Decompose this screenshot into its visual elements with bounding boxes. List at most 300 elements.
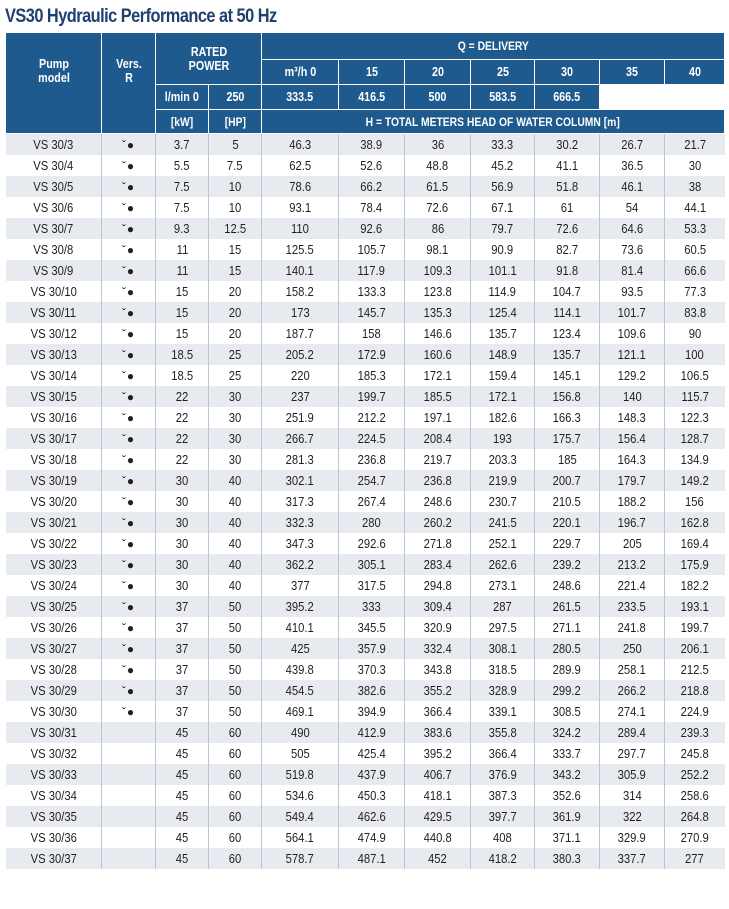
- head-value-cell: 146.6: [405, 323, 471, 344]
- head-value-cell: 362.2: [262, 554, 339, 575]
- version-mark-cell: ˇ●: [102, 323, 156, 344]
- head-value-cell: 418.2: [471, 848, 535, 869]
- head-value-cell: 208.4: [405, 428, 471, 449]
- head-value-cell: 134.9: [665, 449, 725, 470]
- model-cell: VS 30/9: [6, 260, 102, 281]
- version-mark-cell: [102, 848, 156, 869]
- head-value-cell: 425.4: [339, 743, 405, 764]
- head-value-cell: 370.3: [339, 659, 405, 680]
- head-header: H = TOTAL METERS HEAD OF WATER COLUMN [m]: [262, 110, 725, 134]
- power-kw-cell: 15: [156, 323, 209, 344]
- head-value-cell: 395.2: [405, 743, 471, 764]
- head-value-cell: 61: [535, 197, 600, 218]
- power-hp-cell: 25: [209, 365, 262, 386]
- head-value-cell: 205: [600, 533, 665, 554]
- model-cell: VS 30/13: [6, 344, 102, 365]
- head-value-cell: 188.2: [600, 491, 665, 512]
- power-kw-cell: 18.5: [156, 365, 209, 386]
- power-hp-cell: 50: [209, 680, 262, 701]
- power-hp-cell: 25: [209, 344, 262, 365]
- head-value-cell: 302.1: [262, 470, 339, 491]
- head-value-cell: 406.7: [405, 764, 471, 785]
- head-value-cell: 156: [665, 491, 725, 512]
- power-hp-cell: 60: [209, 722, 262, 743]
- table-row: [6, 806, 725, 827]
- head-value-cell: 250: [600, 638, 665, 659]
- head-value-cell: 469.1: [262, 701, 339, 722]
- head-value-cell: 175.9: [665, 554, 725, 575]
- power-hp-cell: 15: [209, 260, 262, 281]
- head-value-cell: 78.6: [262, 176, 339, 197]
- head-value-cell: 219.9: [471, 470, 535, 491]
- head-value-cell: 53.3: [665, 218, 725, 239]
- head-value-cell: 213.2: [600, 554, 665, 575]
- unit-m3h-header: m³/h 0: [262, 60, 339, 85]
- power-kw-cell: 22: [156, 428, 209, 449]
- head-value-cell: 160.6: [405, 344, 471, 365]
- power-hp-cell: 60: [209, 785, 262, 806]
- head-value-cell: 101.7: [600, 302, 665, 323]
- power-hp-cell: 15: [209, 239, 262, 260]
- head-value-cell: 220: [262, 365, 339, 386]
- head-value-cell: 297.7: [600, 743, 665, 764]
- head-value-cell: 66.2: [339, 176, 405, 197]
- kw-unit-header: [kW]: [156, 110, 209, 134]
- head-value-cell: 219.7: [405, 449, 471, 470]
- table-row: [6, 386, 725, 407]
- power-hp-cell: 60: [209, 848, 262, 869]
- head-value-cell: 429.5: [405, 806, 471, 827]
- head-value-cell: 241.8: [600, 617, 665, 638]
- head-value-cell: 361.9: [535, 806, 600, 827]
- head-value-cell: 283.4: [405, 554, 471, 575]
- head-value-cell: 412.9: [339, 722, 405, 743]
- head-value-cell: 309.4: [405, 596, 471, 617]
- power-kw-cell: 30: [156, 533, 209, 554]
- table-row: [6, 260, 725, 281]
- version-header: Vers. R: [102, 33, 156, 110]
- table-row: [6, 554, 725, 575]
- model-cell: VS 30/33: [6, 764, 102, 785]
- head-value-cell: 274.1: [600, 701, 665, 722]
- table-row: [6, 449, 725, 470]
- head-value-cell: 236.8: [405, 470, 471, 491]
- head-value-cell: 158.2: [262, 281, 339, 302]
- table-row: [6, 302, 725, 323]
- head-value-cell: 245.8: [665, 743, 725, 764]
- pump-model-header: Pump model: [6, 33, 102, 110]
- head-value-cell: 292.6: [339, 533, 405, 554]
- head-value-cell: 162.8: [665, 512, 725, 533]
- head-value-cell: 73.6: [600, 239, 665, 260]
- power-kw-cell: 18.5: [156, 344, 209, 365]
- head-value-cell: 203.3: [471, 449, 535, 470]
- flow-lmin-header: 666.5: [535, 85, 600, 110]
- version-mark-cell: ˇ●: [102, 365, 156, 386]
- head-value-cell: 380.3: [535, 848, 600, 869]
- head-value-cell: 324.2: [535, 722, 600, 743]
- head-value-cell: 81.4: [600, 260, 665, 281]
- head-value-cell: 297.5: [471, 617, 535, 638]
- table-row: [6, 239, 725, 260]
- head-value-cell: 564.1: [262, 827, 339, 848]
- version-mark-cell: ˇ●: [102, 512, 156, 533]
- head-value-cell: 93.5: [600, 281, 665, 302]
- flow-lmin-header: 416.5: [339, 85, 405, 110]
- table-row: [6, 659, 725, 680]
- model-cell: VS 30/37: [6, 848, 102, 869]
- power-hp-cell: 30: [209, 449, 262, 470]
- head-value-cell: 78.4: [339, 197, 405, 218]
- head-value-cell: 337.7: [600, 848, 665, 869]
- version-mark-cell: ˇ●: [102, 491, 156, 512]
- model-cell: VS 30/15: [6, 386, 102, 407]
- power-kw-cell: 11: [156, 239, 209, 260]
- version-mark-cell: ˇ●: [102, 407, 156, 428]
- version-mark-cell: ˇ●: [102, 554, 156, 575]
- head-value-cell: 262.6: [471, 554, 535, 575]
- head-value-cell: 148.3: [600, 407, 665, 428]
- hp-unit-header: [HP]: [209, 110, 262, 134]
- table-row: [6, 764, 725, 785]
- head-value-cell: 61.5: [405, 176, 471, 197]
- head-value-cell: 218.8: [665, 680, 725, 701]
- head-value-cell: 239.3: [665, 722, 725, 743]
- version-mark-cell: ˇ●: [102, 638, 156, 659]
- power-kw-cell: 15: [156, 281, 209, 302]
- power-kw-cell: 30: [156, 491, 209, 512]
- model-cell: VS 30/18: [6, 449, 102, 470]
- power-kw-cell: 45: [156, 848, 209, 869]
- head-value-cell: 145.7: [339, 302, 405, 323]
- head-value-cell: 159.4: [471, 365, 535, 386]
- head-value-cell: 36.5: [600, 155, 665, 176]
- power-kw-cell: 7.5: [156, 176, 209, 197]
- version-mark-cell: ˇ●: [102, 155, 156, 176]
- head-value-cell: 77.3: [665, 281, 725, 302]
- power-hp-cell: 20: [209, 302, 262, 323]
- head-value-cell: 355.8: [471, 722, 535, 743]
- head-value-cell: 135.3: [405, 302, 471, 323]
- head-value-cell: 196.7: [600, 512, 665, 533]
- head-value-cell: 454.5: [262, 680, 339, 701]
- power-kw-cell: 45: [156, 827, 209, 848]
- power-kw-cell: 30: [156, 470, 209, 491]
- head-value-cell: 280.5: [535, 638, 600, 659]
- flow-m3h-header: 25: [471, 60, 535, 85]
- table-row: [6, 134, 725, 156]
- flow-m3h-header: 20: [405, 60, 471, 85]
- power-hp-cell: 60: [209, 743, 262, 764]
- power-kw-cell: 5.5: [156, 155, 209, 176]
- head-value-cell: 82.7: [535, 239, 600, 260]
- table-row: [6, 155, 725, 176]
- table-row: [6, 848, 725, 869]
- head-value-cell: 261.5: [535, 596, 600, 617]
- table-row: [6, 281, 725, 302]
- model-cell: VS 30/27: [6, 638, 102, 659]
- head-value-cell: 287: [471, 596, 535, 617]
- model-cell: VS 30/8: [6, 239, 102, 260]
- version-mark-cell: ˇ●: [102, 260, 156, 281]
- table-row: [6, 638, 725, 659]
- head-value-cell: 193.1: [665, 596, 725, 617]
- version-mark-cell: [102, 827, 156, 848]
- head-value-cell: 277: [665, 848, 725, 869]
- head-value-cell: 164.3: [600, 449, 665, 470]
- version-mark-cell: ˇ●: [102, 386, 156, 407]
- head-value-cell: 371.1: [535, 827, 600, 848]
- head-value-cell: 62.5: [262, 155, 339, 176]
- head-value-cell: 98.1: [405, 239, 471, 260]
- model-cell: VS 30/7: [6, 218, 102, 239]
- head-value-cell: 251.9: [262, 407, 339, 428]
- head-value-cell: 271.8: [405, 533, 471, 554]
- model-cell: VS 30/11: [6, 302, 102, 323]
- power-kw-cell: 37: [156, 701, 209, 722]
- head-value-cell: 474.9: [339, 827, 405, 848]
- model-cell: VS 30/30: [6, 701, 102, 722]
- head-value-cell: 114.9: [471, 281, 535, 302]
- head-value-cell: 30: [665, 155, 725, 176]
- flow-lmin-header: 333.5: [262, 85, 339, 110]
- power-hp-cell: 20: [209, 323, 262, 344]
- performance-table: [5, 32, 725, 869]
- head-value-cell: 46.3: [262, 134, 339, 156]
- head-value-cell: 224.9: [665, 701, 725, 722]
- version-mark-cell: ˇ●: [102, 302, 156, 323]
- power-hp-cell: 10: [209, 176, 262, 197]
- head-value-cell: 106.5: [665, 365, 725, 386]
- head-value-cell: 366.4: [471, 743, 535, 764]
- head-value-cell: 156.8: [535, 386, 600, 407]
- model-cell: VS 30/5: [6, 176, 102, 197]
- model-cell: VS 30/28: [6, 659, 102, 680]
- head-value-cell: 33.3: [471, 134, 535, 156]
- head-value-cell: 166.3: [535, 407, 600, 428]
- head-value-cell: 339.1: [471, 701, 535, 722]
- power-hp-cell: 7.5: [209, 155, 262, 176]
- power-kw-cell: 45: [156, 785, 209, 806]
- model-cell: VS 30/17: [6, 428, 102, 449]
- head-value-cell: 135.7: [535, 344, 600, 365]
- version-mark-cell: ˇ●: [102, 533, 156, 554]
- head-value-cell: 305.1: [339, 554, 405, 575]
- head-value-cell: 100: [665, 344, 725, 365]
- head-value-cell: 38.9: [339, 134, 405, 156]
- power-hp-cell: 30: [209, 386, 262, 407]
- head-value-cell: 117.9: [339, 260, 405, 281]
- model-cell: VS 30/3: [6, 134, 102, 156]
- power-kw-cell: 45: [156, 806, 209, 827]
- head-value-cell: 299.2: [535, 680, 600, 701]
- page-title: VS30 Hydraulic Performance at 50 Hz: [5, 6, 277, 27]
- power-hp-cell: 40: [209, 470, 262, 491]
- model-cell: VS 30/32: [6, 743, 102, 764]
- table-header: [6, 33, 725, 134]
- head-value-cell: 133.3: [339, 281, 405, 302]
- table-row: [6, 617, 725, 638]
- flow-lmin-header: 500: [405, 85, 471, 110]
- head-value-cell: 505: [262, 743, 339, 764]
- head-value-cell: 66.6: [665, 260, 725, 281]
- head-value-cell: 271.1: [535, 617, 600, 638]
- head-value-cell: 462.6: [339, 806, 405, 827]
- model-cell: VS 30/6: [6, 197, 102, 218]
- head-value-cell: 266.2: [600, 680, 665, 701]
- head-value-cell: 347.3: [262, 533, 339, 554]
- head-value-cell: 294.8: [405, 575, 471, 596]
- head-value-cell: 185.5: [405, 386, 471, 407]
- head-value-cell: 200.7: [535, 470, 600, 491]
- head-value-cell: 45.2: [471, 155, 535, 176]
- model-cell: VS 30/23: [6, 554, 102, 575]
- head-value-cell: 229.7: [535, 533, 600, 554]
- head-value-cell: 109.6: [600, 323, 665, 344]
- head-value-cell: 125.4: [471, 302, 535, 323]
- head-value-cell: 237: [262, 386, 339, 407]
- head-value-cell: 129.2: [600, 365, 665, 386]
- head-value-cell: 519.8: [262, 764, 339, 785]
- head-value-cell: 185.3: [339, 365, 405, 386]
- version-mark-cell: ˇ●: [102, 344, 156, 365]
- head-value-cell: 156.4: [600, 428, 665, 449]
- table-row: [6, 218, 725, 239]
- version-header-spacer: [102, 110, 156, 134]
- pump-model-header-spacer: [6, 110, 102, 134]
- version-mark-cell: ˇ●: [102, 176, 156, 197]
- head-value-cell: 308.5: [535, 701, 600, 722]
- head-value-cell: 578.7: [262, 848, 339, 869]
- power-hp-cell: 12.5: [209, 218, 262, 239]
- model-cell: VS 30/25: [6, 596, 102, 617]
- head-value-cell: 90: [665, 323, 725, 344]
- head-value-cell: 172.1: [471, 386, 535, 407]
- model-cell: VS 30/31: [6, 722, 102, 743]
- power-hp-cell: 30: [209, 407, 262, 428]
- table-row: [6, 344, 725, 365]
- model-cell: VS 30/16: [6, 407, 102, 428]
- model-cell: VS 30/35: [6, 806, 102, 827]
- power-kw-cell: 22: [156, 407, 209, 428]
- head-value-cell: 397.7: [471, 806, 535, 827]
- power-kw-cell: 45: [156, 722, 209, 743]
- head-value-cell: 148.9: [471, 344, 535, 365]
- power-hp-cell: 40: [209, 575, 262, 596]
- model-cell: VS 30/20: [6, 491, 102, 512]
- head-value-cell: 36: [405, 134, 471, 156]
- version-mark-cell: ˇ●: [102, 617, 156, 638]
- head-value-cell: 273.1: [471, 575, 535, 596]
- power-hp-cell: 40: [209, 512, 262, 533]
- table-row: [6, 701, 725, 722]
- version-mark-cell: ˇ●: [102, 197, 156, 218]
- head-value-cell: 122.3: [665, 407, 725, 428]
- version-mark-cell: [102, 743, 156, 764]
- table-row: [6, 680, 725, 701]
- model-cell: VS 30/36: [6, 827, 102, 848]
- power-kw-cell: 3.7: [156, 134, 209, 156]
- head-value-cell: 91.8: [535, 260, 600, 281]
- head-value-cell: 114.1: [535, 302, 600, 323]
- head-value-cell: 105.7: [339, 239, 405, 260]
- head-value-cell: 44.1: [665, 197, 725, 218]
- head-value-cell: 182.6: [471, 407, 535, 428]
- head-value-cell: 46.1: [600, 176, 665, 197]
- head-value-cell: 332.4: [405, 638, 471, 659]
- head-value-cell: 60.5: [665, 239, 725, 260]
- head-value-cell: 425: [262, 638, 339, 659]
- head-value-cell: 175.7: [535, 428, 600, 449]
- head-value-cell: 158: [339, 323, 405, 344]
- head-value-cell: 172.9: [339, 344, 405, 365]
- version-mark-cell: [102, 785, 156, 806]
- head-value-cell: 258.6: [665, 785, 725, 806]
- power-kw-cell: 37: [156, 680, 209, 701]
- power-kw-cell: 30: [156, 554, 209, 575]
- table-row: [6, 176, 725, 197]
- head-value-cell: 169.4: [665, 533, 725, 554]
- power-hp-cell: 50: [209, 659, 262, 680]
- head-value-cell: 123.4: [535, 323, 600, 344]
- table-row: [6, 827, 725, 848]
- head-value-cell: 289.9: [535, 659, 600, 680]
- power-kw-cell: 37: [156, 638, 209, 659]
- power-hp-cell: 40: [209, 554, 262, 575]
- power-kw-cell: 22: [156, 386, 209, 407]
- head-value-cell: 270.9: [665, 827, 725, 848]
- power-kw-cell: 37: [156, 659, 209, 680]
- head-value-cell: 185: [535, 449, 600, 470]
- power-kw-cell: 45: [156, 764, 209, 785]
- flow-m3h-header: 30: [535, 60, 600, 85]
- head-value-cell: 418.1: [405, 785, 471, 806]
- head-value-cell: 79.7: [471, 218, 535, 239]
- head-value-cell: 322: [600, 806, 665, 827]
- head-value-cell: 382.6: [339, 680, 405, 701]
- head-value-cell: 41.1: [535, 155, 600, 176]
- head-value-cell: 104.7: [535, 281, 600, 302]
- version-mark-cell: ˇ●: [102, 428, 156, 449]
- head-value-cell: 408: [471, 827, 535, 848]
- version-mark-cell: ˇ●: [102, 575, 156, 596]
- power-hp-cell: 50: [209, 638, 262, 659]
- head-value-cell: 281.3: [262, 449, 339, 470]
- table-row: [6, 491, 725, 512]
- model-cell: VS 30/34: [6, 785, 102, 806]
- flow-lmin-header: 250: [209, 85, 262, 110]
- head-value-cell: 145.1: [535, 365, 600, 386]
- power-hp-cell: 50: [209, 596, 262, 617]
- table-row: [6, 722, 725, 743]
- rated-power-header: RATED POWER: [156, 33, 262, 85]
- flow-lmin-header: 583.5: [471, 85, 535, 110]
- head-value-cell: 487.1: [339, 848, 405, 869]
- table-row: [6, 533, 725, 554]
- power-kw-cell: 37: [156, 596, 209, 617]
- model-cell: VS 30/24: [6, 575, 102, 596]
- table-row: [6, 596, 725, 617]
- head-value-cell: 366.4: [405, 701, 471, 722]
- head-value-cell: 345.5: [339, 617, 405, 638]
- head-value-cell: 329.9: [600, 827, 665, 848]
- head-value-cell: 72.6: [535, 218, 600, 239]
- head-value-cell: 233.5: [600, 596, 665, 617]
- head-value-cell: 30.2: [535, 134, 600, 156]
- version-mark-cell: ˇ●: [102, 596, 156, 617]
- head-value-cell: 258.1: [600, 659, 665, 680]
- head-value-cell: 267.4: [339, 491, 405, 512]
